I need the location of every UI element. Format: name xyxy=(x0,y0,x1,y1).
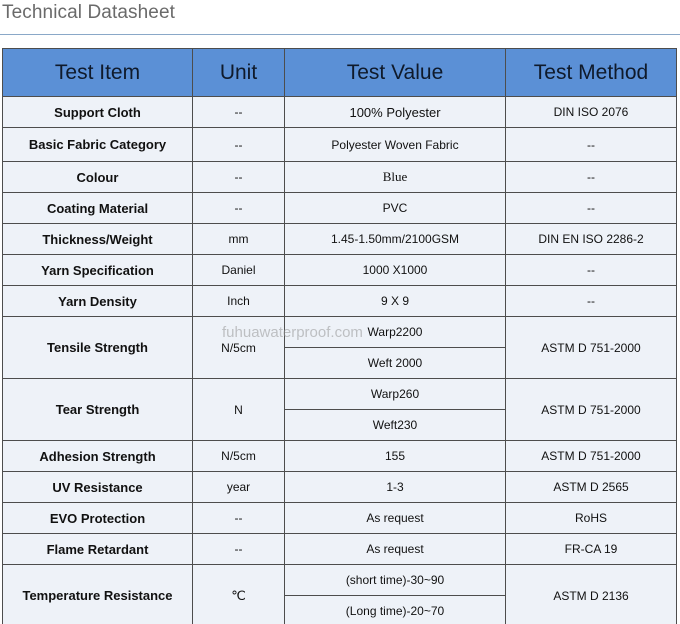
table-header-row xyxy=(3,49,677,97)
cell-item: Tear Strength xyxy=(3,379,193,441)
cell-item: Yarn Density xyxy=(3,286,193,317)
cell-value-top: Warp260 xyxy=(285,379,506,410)
cell-item: UV Resistance xyxy=(3,472,193,503)
cell-item: Tensile Strength xyxy=(3,317,193,379)
cell-method: ASTM D 2565 xyxy=(506,472,677,503)
table-row xyxy=(3,534,677,565)
cell-method: -- xyxy=(506,128,677,162)
cell-unit: Daniel xyxy=(193,255,285,286)
cell-unit: -- xyxy=(193,193,285,224)
cell-value-bottom: Weft 2000 xyxy=(285,348,506,379)
cell-value: Blue xyxy=(285,162,506,193)
header-test-value: Test Value xyxy=(285,49,506,97)
cell-item: Support Cloth xyxy=(3,97,193,128)
cell-method: ASTM D 751-2000 xyxy=(506,317,677,379)
table-row xyxy=(3,97,677,128)
cell-item: Adhesion Strength xyxy=(3,441,193,472)
page-title: Technical Datasheet xyxy=(2,2,176,23)
cell-value: 1.45-1.50mm/2100GSM xyxy=(285,224,506,255)
cell-value-bottom: (Long time)-20~70 xyxy=(285,596,506,624)
cell-unit: N/5cm xyxy=(193,441,285,472)
header-test-method: Test Method xyxy=(506,49,677,97)
cell-method: DIN ISO 2076 xyxy=(506,97,677,128)
cell-value-bottom: Weft230 xyxy=(285,410,506,441)
cell-method: FR-CA 19 xyxy=(506,534,677,565)
cell-value-top: Warp2200 xyxy=(285,317,506,348)
header-test-item: Test Item xyxy=(3,49,193,97)
header-unit: Unit xyxy=(193,49,285,97)
cell-item: Colour xyxy=(3,162,193,193)
cell-method: -- xyxy=(506,286,677,317)
cell-value: As request xyxy=(285,534,506,565)
cell-method: -- xyxy=(506,162,677,193)
cell-unit: -- xyxy=(193,503,285,534)
table-row xyxy=(3,286,677,317)
cell-value: PVC xyxy=(285,193,506,224)
cell-value-top: (short time)-30~90 xyxy=(285,565,506,596)
cell-item: EVO Protection xyxy=(3,503,193,534)
cell-item: Yarn Specification xyxy=(3,255,193,286)
table-row xyxy=(3,565,677,596)
cell-unit: Inch xyxy=(193,286,285,317)
cell-method: ASTM D 2136 xyxy=(506,565,677,624)
cell-unit: ℃ xyxy=(193,565,285,624)
table-row xyxy=(3,162,677,193)
table-row xyxy=(3,441,677,472)
cell-unit: N xyxy=(193,379,285,441)
table-row xyxy=(3,224,677,255)
cell-unit: mm xyxy=(193,224,285,255)
cell-item: Thickness/Weight xyxy=(3,224,193,255)
table-row xyxy=(3,255,677,286)
cell-unit: -- xyxy=(193,128,285,162)
table-row xyxy=(3,193,677,224)
cell-value: 100% Polyester xyxy=(285,97,506,128)
cell-item: Temperature Resistance xyxy=(3,565,193,624)
cell-value: Polyester Woven Fabric xyxy=(285,128,506,162)
title-divider xyxy=(0,34,680,35)
cell-unit: -- xyxy=(193,534,285,565)
cell-item: Coating Material xyxy=(3,193,193,224)
cell-unit: N/5cm xyxy=(193,317,285,379)
cell-item: Flame Retardant xyxy=(3,534,193,565)
cell-unit: year xyxy=(193,472,285,503)
table-row xyxy=(3,128,677,162)
cell-value: 1000 X1000 xyxy=(285,255,506,286)
cell-method: -- xyxy=(506,193,677,224)
cell-method: ASTM D 751-2000 xyxy=(506,441,677,472)
cell-unit: -- xyxy=(193,162,285,193)
cell-method: RoHS xyxy=(506,503,677,534)
cell-item: Basic Fabric Category xyxy=(3,128,193,162)
table-row xyxy=(3,379,677,410)
cell-value: As request xyxy=(285,503,506,534)
table-row xyxy=(3,472,677,503)
cell-method: ASTM D 751-2000 xyxy=(506,379,677,441)
cell-unit: -- xyxy=(193,97,285,128)
cell-value: 1-3 xyxy=(285,472,506,503)
cell-method: -- xyxy=(506,255,677,286)
cell-method: DIN EN ISO 2286-2 xyxy=(506,224,677,255)
table-row xyxy=(3,317,677,348)
datasheet-table xyxy=(2,48,677,624)
table-row xyxy=(3,503,677,534)
cell-value: 9 X 9 xyxy=(285,286,506,317)
cell-value: 155 xyxy=(285,441,506,472)
watermark-text: fuhuawaterproof.com xyxy=(222,324,363,341)
